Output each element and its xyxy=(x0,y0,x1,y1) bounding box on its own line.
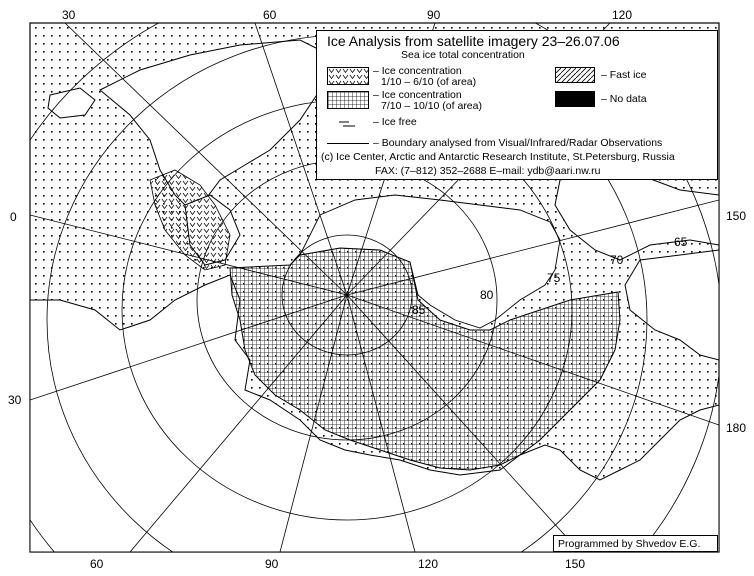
lon-label-left-30: 30 xyxy=(8,393,22,407)
legend-subtitle: Sea ice total concentration xyxy=(401,49,525,61)
lon-label-left-0: 0 xyxy=(10,210,17,224)
legend-box xyxy=(316,30,718,180)
source-credit: (c) Ice Center, Arctic and Antarctic Research Institute, St.Petersburg, Russia xyxy=(321,151,675,163)
high-concentration-label-1: – Ice concentration xyxy=(373,89,462,101)
fast-ice-label: – Fast ice xyxy=(601,69,647,81)
high-concentration-label-2: 7/10 – 10/10 (of area) xyxy=(381,100,482,112)
lon-label-bottom-120: 120 xyxy=(418,557,439,571)
contact-info: FAX: (7–812) 352–2688 E–mail: ydb@aari.nw.ru xyxy=(375,165,601,177)
legend-title: Ice Analysis from satellite imagery 23–26.07.06 xyxy=(327,33,620,49)
lon-label-bottom-60: 60 xyxy=(90,557,104,571)
no-data-label: – No data xyxy=(601,93,647,105)
boundary-swatch xyxy=(327,143,369,144)
lat-label-85: 85 xyxy=(412,303,426,317)
no-data-swatch xyxy=(555,91,595,107)
lat-label-70: 70 xyxy=(610,253,624,267)
lon-label-right-150: 150 xyxy=(726,209,747,223)
ice-free-label: – Ice free xyxy=(373,116,417,128)
lon-label-bottom-150: 150 xyxy=(565,557,586,571)
low-concentration-label-2: 1/10 – 6/10 (of area) xyxy=(381,76,477,88)
lat-label-75: 75 xyxy=(547,271,561,285)
boundary-label: – Boundary analysed from Visual/Infrared/Radar Observations xyxy=(373,137,663,149)
lat-label-80: 80 xyxy=(480,288,494,302)
lon-label-bottom-90: 90 xyxy=(265,557,279,571)
programmer-credit: Programmed by Shvedov E.G. xyxy=(553,535,718,552)
high-concentration-swatch xyxy=(327,91,369,109)
lon-label-top-90: 90 xyxy=(427,8,441,22)
low-concentration-swatch xyxy=(327,67,369,85)
fast-ice-swatch xyxy=(555,67,595,83)
lon-label-top-60: 60 xyxy=(263,8,277,22)
ice-free-swatch xyxy=(335,116,357,126)
low-concentration-label-1: – Ice concentration xyxy=(373,65,462,77)
lon-label-top-30: 30 xyxy=(62,8,76,22)
lon-label-right-180: 180 xyxy=(726,421,747,435)
lat-label-65: 65 xyxy=(674,235,688,249)
lon-label-top-120: 120 xyxy=(612,8,633,22)
